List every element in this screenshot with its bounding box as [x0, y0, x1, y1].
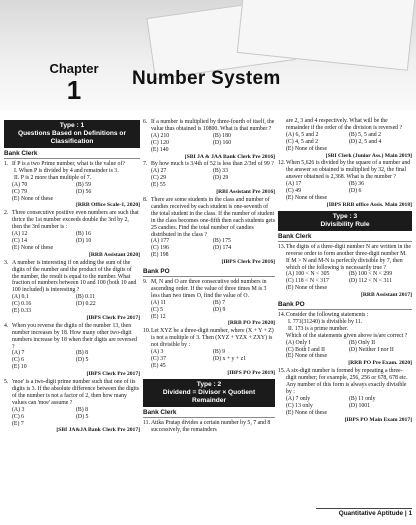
question-5 — [4, 379, 140, 407]
exam-source: [IBPS PO Main Exam 2017] — [344, 416, 412, 423]
question-text: If a number is multiplied by three-fourth of itself, the value thus obtained is 10800. What is that number ? — [151, 119, 275, 132]
statement: II. P is 2 more than multiple of 7. — [14, 174, 92, 181]
option: (A) 70 — [12, 181, 28, 188]
option: (D) 10 — [76, 237, 92, 244]
option: (A) 7 — [12, 350, 25, 357]
options — [4, 182, 140, 203]
option: (A) 0.1 — [12, 294, 29, 301]
question-number: 2. — [4, 210, 9, 217]
options — [278, 132, 412, 153]
question-text: A number is interesting if on adding the sum of the digits of the number and the product of the digits of the number, the result is equal to the number. What fraction of numbers between 10 and 100 (both 10 and 100 included) is interesting ? — [12, 259, 137, 294]
options — [278, 181, 412, 202]
exam-source: [IBPS Clerk Pre 2017] — [86, 371, 140, 378]
option: (D) 174 — [213, 245, 232, 252]
type-heading — [278, 211, 412, 231]
section-label: Bank Clerk — [278, 233, 412, 242]
option: (C) 4, 5 and 2 — [286, 138, 319, 145]
question-text: Consider the following statements : — [286, 312, 369, 319]
option: (C) 6 — [12, 413, 25, 420]
question-13 — [278, 244, 412, 272]
question-2 — [4, 210, 140, 231]
question-number: 12. — [278, 160, 286, 167]
question-text: are 2, 3 and 4 respectively. What will be the remainder if the order of the division is reversed ? — [286, 118, 403, 131]
question-text: Which of the statements given above is/are correct ? — [286, 332, 408, 339]
option: (B) Only II — [349, 339, 376, 346]
option: (A) 27 — [151, 168, 167, 175]
statement: I. When P is divided by 4 and remainder is 3. — [14, 167, 119, 174]
option: (C) 196 — [151, 245, 169, 252]
option: (D) 5 — [76, 357, 89, 364]
question-number: 4. — [4, 322, 9, 329]
exam-source: [RRB PO Pre Exam. 2020] — [348, 360, 412, 367]
option: (D) 6 — [349, 188, 362, 195]
exam-source: [IBPS Clerk Pre 2017] — [86, 314, 140, 321]
type-label: Type : 3 — [332, 212, 358, 220]
option: (D) 29 — [213, 175, 229, 182]
section-label: Bank Clerk — [143, 409, 275, 418]
option: (D) Neither I nor II — [349, 346, 394, 353]
question-3 — [4, 260, 140, 295]
options — [4, 231, 140, 252]
question-text: A six-digit number is formed by repeating a three-digit number; for example, 256, 256 or 678, 678 etc. Any number of this form is always exactly divisible by : — [286, 368, 408, 395]
exam-source: [IBPS PO Pre 2019] — [227, 369, 275, 376]
question-text: When you reverse the digits of the number 13, then number increases by 18. How many other two-digit numbers increase by 18 when their digits are reversed ? — [12, 322, 137, 350]
question-number: 5. — [4, 379, 9, 386]
options — [278, 396, 412, 417]
option: (A) Only I — [286, 339, 311, 346]
type-subtitle: Divisibility Rule — [320, 220, 370, 228]
question-number: 9. — [143, 279, 148, 286]
option: (B) 180 — [213, 132, 231, 139]
option: (B) 8 — [76, 406, 89, 413]
question-number: 10. — [143, 328, 151, 335]
option: (A) 6, 5 and 2 — [286, 131, 319, 138]
option: (B) 33 — [213, 168, 228, 175]
option: (D) 9 — [213, 306, 226, 313]
exam-source: [SBI JA & JAA Bank Clerk Pre 2016] — [184, 153, 275, 160]
option: (E) None of these — [286, 194, 328, 201]
options — [143, 168, 275, 189]
option: (A) 177 — [151, 238, 170, 245]
option: (B) 7 — [213, 299, 226, 306]
option: (E) 198 — [151, 252, 169, 259]
option: (A) 100 < N < 305 — [286, 271, 330, 278]
option: (B) 9 — [213, 349, 226, 356]
option: (D) 112 < N < 311 — [349, 278, 392, 285]
question-text: M, N and O are three consecutive odd numbers in ascending order. If the value of three times M is 3 less than two times O, find the value of O. — [151, 279, 267, 299]
type-subtitle: Dividend = Divisor × Quotient Remainder — [162, 388, 256, 404]
column-2 — [143, 118, 275, 434]
chapter-title: Number System — [132, 68, 281, 89]
statement: I. 771(31240) is divisible by 11. — [288, 318, 363, 325]
question-text: By how much is 3/4th of 52 is less than 2/3rd of 99 ? — [151, 161, 274, 168]
option: (C) 120 — [151, 139, 169, 146]
option: (B) 5, 5 and 2 — [349, 131, 382, 138]
exam-source: [RRB PO Pre 2020] — [228, 320, 275, 327]
exam-source: [IBPS Clerk Pre 2016] — [221, 259, 275, 266]
option: (B) 8 — [76, 350, 89, 357]
option: (C) 37 — [151, 356, 166, 362]
option: (B) 16 — [76, 231, 91, 238]
option: (D) 0.22 — [76, 301, 96, 308]
section-label: Bank Clerk — [4, 150, 140, 159]
exam-source: [SBI JA&JA Bank Clerk Pre 2017] — [56, 427, 140, 434]
chapter-label: Chapter — [49, 61, 99, 76]
question-text: There are some students in the class and number of candies received by each student is one-seventh of the total student in the class. If the number of student in the class becomes one-fifth then each students gets 25 candies. Find the total number of candies distributed in the class ? — [151, 196, 275, 238]
question-8 — [143, 197, 275, 238]
options — [143, 349, 275, 370]
question-text: Atika Pratap divides a certain number by 5, 7 and 8 successively, the remainders — [151, 419, 271, 433]
option: (B) 11 only — [349, 395, 376, 402]
option: (E) 12 — [151, 313, 166, 320]
option: (A) 3 — [12, 406, 25, 413]
question-number: 1. — [4, 161, 9, 167]
option: (C) 14 — [12, 237, 27, 244]
type-label: Type : 2 — [196, 380, 222, 388]
question-number: 7. — [143, 161, 148, 168]
option: (A) 3 — [151, 349, 164, 356]
option: (D) 160 — [213, 139, 232, 146]
option: (D) 2, 5 and 4 — [349, 138, 382, 145]
question-text: The digits of a three-digit number N are written in the reverse order to form another three-digit number M. If M > N and M-N is perfectly divisible by 7, then which of the following is necessarily true ? — [286, 243, 411, 271]
question-text: If P is a two Prime number, what is the value of? — [12, 161, 125, 167]
option: (C) Both I and II — [286, 346, 325, 353]
question-text: Three consecutive positive even numbers are such that thrice the 1st number exceeds double the 3rd by 2, then the 3rd number is : — [12, 210, 139, 231]
section-label: Bank PO — [278, 301, 412, 310]
option: (B) 59 — [76, 181, 91, 188]
option: (E) None of these — [286, 353, 328, 360]
question-number: 13. — [278, 243, 286, 250]
option: (E) None of these — [12, 244, 54, 251]
options — [143, 238, 275, 259]
type-subtitle: Questions Based on Definitions or Classification — [17, 130, 127, 145]
option: (E) None of these — [286, 145, 328, 152]
chapter-badge — [46, 62, 102, 106]
option: (A) 17 — [286, 181, 302, 188]
exam-source: [RRB Assistant 2017] — [361, 292, 412, 299]
option: (C) 0.16 — [12, 301, 32, 308]
option: (E) None of these — [286, 285, 328, 292]
type-label: Type : 1 — [59, 122, 85, 129]
column-3 — [278, 118, 412, 424]
option: (C) 49 — [286, 188, 301, 195]
option: (E) 10 — [12, 364, 27, 371]
statement: II. 173 is a prime number. — [288, 325, 349, 332]
question-1 — [4, 161, 140, 168]
question-15 — [278, 368, 412, 396]
chapter-number: 1 — [66, 75, 82, 105]
option: (D) 1001 — [349, 402, 371, 409]
question-4 — [4, 323, 140, 351]
exam-source: [RRB Assistant 2020] — [89, 251, 140, 258]
question-12 — [278, 160, 412, 181]
option: (B) 0.11 — [76, 294, 96, 301]
question-number: 14. — [278, 312, 286, 319]
options — [278, 340, 412, 361]
page-footer: Quantitative Aptitude | 1 — [316, 508, 412, 517]
option: (B) 100 < N < 299 — [349, 271, 393, 278]
option: (A) 11 — [151, 299, 167, 306]
question-number: 8. — [143, 196, 148, 203]
option: (E) 55 — [151, 182, 166, 189]
option: (A) 12 — [12, 231, 28, 238]
options — [4, 294, 140, 315]
option: (E) None of these — [12, 195, 54, 202]
option: (D) 56 — [76, 188, 92, 195]
option: (E) 0.33 — [12, 308, 31, 315]
option: (E) 140 — [151, 146, 169, 153]
question-11 — [143, 420, 275, 434]
option: (C) 29 — [151, 175, 166, 182]
exam-source: [RBI Assistant Pre 2016] — [216, 189, 275, 196]
options — [278, 271, 412, 292]
option: (E) 45 — [151, 362, 166, 369]
option: (B) 36 — [349, 181, 364, 188]
options — [4, 350, 140, 371]
question-6 — [143, 119, 275, 133]
section-label: Bank PO — [143, 268, 275, 277]
question-text: 'moe' is a two-digit prime number such that one of its digits is 3. If the absolute difference between the digits of the number is not a factor of 2, then how many values can 'moe' assume ? — [12, 379, 140, 406]
column-1 — [4, 118, 140, 434]
options — [143, 300, 275, 321]
option: (C) 118 < N < 317 — [286, 278, 329, 285]
question-10 — [143, 328, 275, 349]
options — [143, 133, 275, 154]
options — [4, 407, 140, 428]
exam-source: [IBPS RRB office Assis. Main 2018] — [326, 201, 412, 208]
option: (C) 5 — [151, 306, 164, 313]
option: (D) 5 — [76, 413, 89, 420]
option: (B) 175 — [213, 238, 231, 245]
type-heading — [143, 379, 275, 407]
question-number: 3. — [4, 259, 9, 266]
option: (C) 79 — [12, 188, 27, 195]
type-heading — [4, 120, 140, 148]
option: (A) 7 only — [286, 395, 311, 402]
option: (C) 6 — [12, 357, 25, 364]
question-9 — [143, 279, 275, 300]
question-number: 11. — [143, 419, 151, 426]
option: (E) 7 — [12, 420, 24, 427]
option: (A) 210 — [151, 132, 170, 139]
option: (E) None of these — [286, 409, 328, 416]
exam-source: [SBI Clerk (Junior Ass.) Main 2019] — [325, 152, 412, 159]
option: (C) 13 only — [286, 402, 313, 409]
chapter-banner — [0, 0, 416, 110]
question-number: 15. — [278, 368, 286, 375]
question-text: Let XYZ be a three-digit number, where (X + Y + Z) is not a multiple of 3. Then (XYZ + YZX + ZXY) is not divisible by : — [151, 328, 274, 349]
exam-source: [RRB Office Scale-1, 2020] — [75, 202, 140, 209]
question-14 — [278, 312, 412, 319]
question-number: 6. — [143, 119, 148, 125]
option: (D) x + y + z1 — [213, 356, 247, 362]
question-text: When 5,626 is divided by the square of a number and the answer so obtained is multiplied by 32, the final answer obtained is 2,368. What is the number ? — [286, 160, 411, 181]
